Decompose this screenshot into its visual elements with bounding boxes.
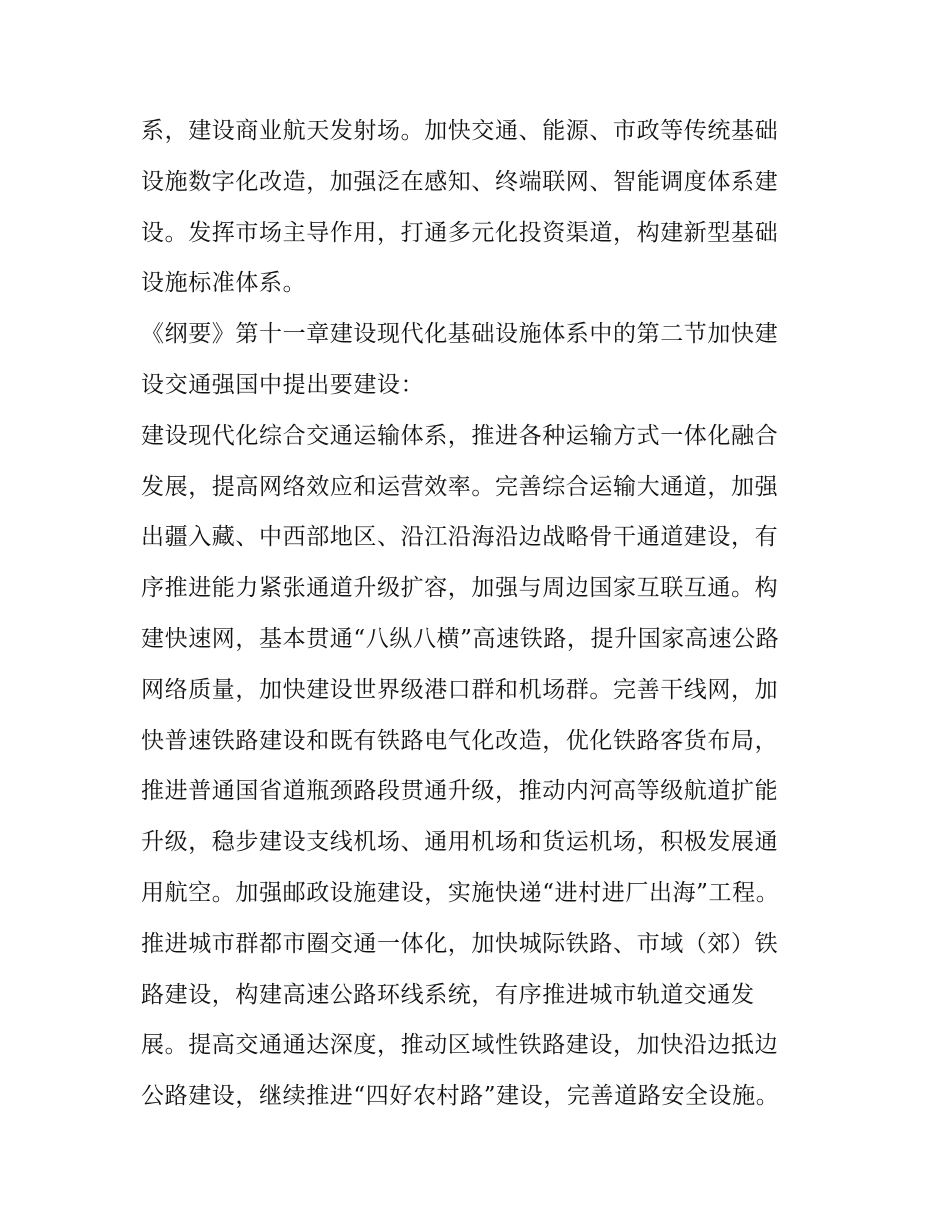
text-line: 推进城市群都市圈交通一体化，加快城际铁路、市域（郊）铁 xyxy=(141,930,779,957)
text-line: 快普速铁路建设和既有铁路电气化改造，优化铁路客货布局， xyxy=(141,727,779,754)
text-line: 展。提高交通通达深度，推动区域性铁路建设，加快沿边抵边 xyxy=(141,1032,779,1059)
text-line: 设施数字化改造，加强泛在感知、终端联网、智能调度体系建 xyxy=(141,168,779,195)
text-line: 序推进能力紧张通道升级扩容，加强与周边国家互联互通。构 xyxy=(141,575,779,602)
text-line: 路建设，构建高速公路环线系统，有序推进城市轨道交通发 xyxy=(141,981,755,1008)
text-line: 推进普通国省道瓶颈路段贯通升级，推动内河高等级航道扩能 xyxy=(141,778,779,805)
text-line: 建快速网，基本贯通“八纵八横”高速铁路，提升国家高速公路 xyxy=(141,625,780,652)
text-line: 系，建设商业航天发射场。加快交通、能源、市政等传统基础 xyxy=(141,118,779,144)
body-text xyxy=(141,106,831,1122)
text-line: 公路建设，继续推进“四好农村路”建设，完善道路安全设施。 xyxy=(141,1083,780,1110)
text-line: 设施标准体系。 xyxy=(141,270,307,297)
text-line: 《纲要》第十一章建设现代化基础设施体系中的第二节加快建 xyxy=(141,321,779,348)
text-line: 设。发挥市场主导作用，打通多元化投资渠道，构建新型基础 xyxy=(141,219,779,246)
text-line: 用航空。加强邮政设施建设，实施快递“进村进厂出海”工程。 xyxy=(141,879,780,906)
text-line: 升级，稳步建设支线机场、通用机场和货运机场，积极发展通 xyxy=(141,829,779,856)
text-line: 建设现代化综合交通运输体系，推进各种运输方式一体化融合 xyxy=(141,422,779,449)
text-line: 出疆入藏、中西部地区、沿江沿海沿边战略骨干通道建设，有 xyxy=(141,524,779,551)
text-line: 网络质量，加快建设世界级港口群和机场群。完善干线网，加 xyxy=(141,676,779,703)
text-line: 发展，提高网络效应和运营效率。完善综合运输大通道，加强 xyxy=(141,473,779,500)
text-line: 设交通强国中提出要建设： xyxy=(141,371,425,398)
